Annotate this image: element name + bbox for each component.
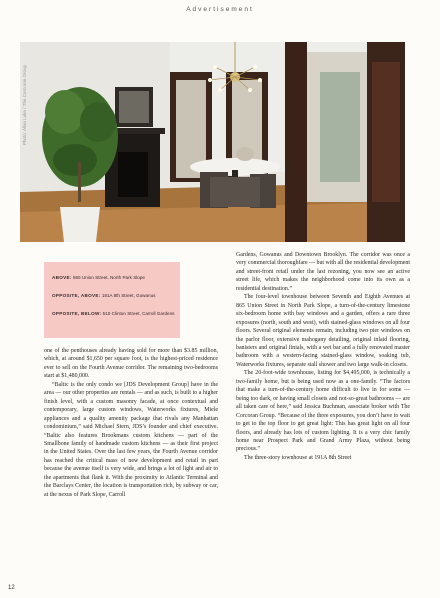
paragraph: The three-story townhouse at 191A 8th Street bbox=[244, 454, 352, 461]
paragraph: Gardens, Gowanus and Downtown Brooklyn. The corridor was once a very commercial thoroughfare — but with all the residential development and street-front retail under the last rezoning, you now see an active street life, which makes the neighborhood come into its own as a residential destination.” bbox=[236, 252, 410, 292]
caption-text: 191A 8th Street, Gowanus bbox=[101, 293, 156, 298]
caption-label: ABOVE: bbox=[52, 275, 72, 280]
article-column-right bbox=[236, 251, 410, 462]
caption-label: OPPOSITE, ABOVE: bbox=[52, 293, 101, 298]
caption-label: OPPOSITE, BELOW: bbox=[52, 311, 102, 316]
paragraph: The four-level townhouse between Seventh and Eighth Avenues at 865 Union Street in North Park Slope, a turn-of-the-century limestone six-bedroom home with bay windows and a garden, offers a rare three exposures (north, south and west), with stained-glass windows on all four floors. Several original elements remain, including two pier windows on the parlor floor, extensive mahogany detailing, original inlaid flooring, banisters and original finials, with a wet bar and a fully renovated master bathroom with a western-facing stained-glass window, soaking tub, Waterworks fixtures, separate stall shower and two large walk-in closets. bbox=[236, 294, 410, 368]
caption-line bbox=[52, 275, 172, 280]
advertisement-header: Advertisement bbox=[186, 6, 254, 13]
caption-box bbox=[44, 262, 180, 338]
page-number: 12 bbox=[8, 585, 15, 591]
article-column-left bbox=[44, 347, 218, 499]
paragraph: The 20-foot-wide townhouse, listing for $4,495,000, is technically a two-family home, but is being used now as a one-family. “The factors that make a turn-of-the-century home difficult to live in for some — being too dark, or having small closets and not-so-great bathrooms — are all taken care of here,” said Jessica Buchman, associate broker with The Corcoran Group. “Because of the three exposures, you don’t have to wait to get to the top floor to get great light: This has great light on all four floors, and already has lots of custom lighting. It is a very chic family home near Prospect Park and Grand Army Plaza, without being precious.” bbox=[236, 370, 410, 453]
interior-photo bbox=[20, 42, 405, 242]
caption-line bbox=[52, 311, 175, 316]
caption-text: 510 Clinton Street, Carroll Gardens bbox=[102, 311, 175, 316]
paragraph: “Baltic is the only condo we [JDS Development Group] have in the area — our other properties are rentals — and as such, is built to a higher finish level, with a custom masonry facade, at once contextual and contemporary, large custom windows, Waterworks fixtures, Miele appliances and a quality amenity package that rivals any Manhattan condominium,” said Michael Stern, JDS’s founder and chief executive. “Baltic also features Brookmans custom kitchens — part of the Smallbone family of handmade custom kitchens — as their first project in the United States. Over the last few years, the Fourth Avenue corridor has reached the critical mass of new development and retail in part because the avenue itself is very wide, and brings a lot of light and air to the apartments that flank it. With the proximity to Atlantic Terminal and the Barclays Center, the location is transportation rich, by subway or car, at the nexus of Park Slope, Carroll bbox=[44, 381, 218, 498]
photo-credit: Photo: Allan Luke / The Corcoran Group bbox=[22, 65, 27, 145]
caption-line bbox=[52, 293, 172, 298]
paragraph: one of the penthouses already having sold for more than $3.85 million, which, at around $1,650 per square foot, is the highest-priced residence ever to sell on the Fourth Avenue corridor. The remaining two-bedrooms start at $1,480,000. bbox=[44, 348, 218, 380]
caption-text: 865 Union Street, North Park Slope bbox=[72, 275, 145, 280]
